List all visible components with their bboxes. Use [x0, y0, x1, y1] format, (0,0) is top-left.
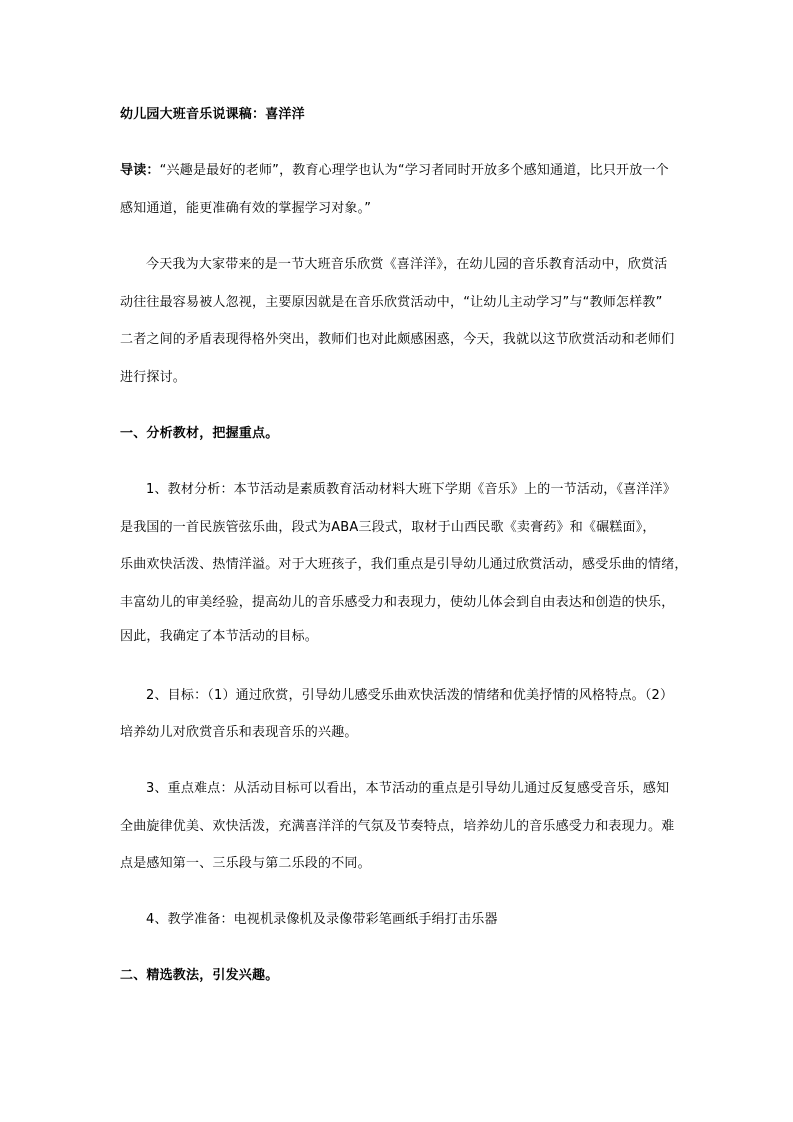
item1-line-1: 1、教材分析：本节活动是素质教育活动材料大班下学期《音乐》上的一节活动，《喜洋洋》: [146, 482, 676, 497]
opening-line-4: 进行探讨。: [120, 370, 187, 385]
item1-line-2: 是我国的一首民族管弦乐曲，段式为ABA三段式，取材于山西民歌《卖膏药》和《碾糕面》，: [120, 520, 656, 535]
item2-line-2: 培养幼儿对欣赏音乐和表现音乐的兴趣。: [120, 725, 358, 740]
item2-line-1: 2、目标：（1）通过欣赏，引导幼儿感受乐曲欢快活泼的情绪和优美抒情的风格特点。（2）: [146, 688, 674, 703]
item1-line-3: 乐曲欢快活泼、热情洋溢。对于大班孩子，我们重点是引导幼儿通过欣赏活动，感受乐曲的情绪，: [120, 557, 688, 572]
intro-text-1: “兴趣是最好的老师”，教育心理学也认为“学习者同时开放多个感知通道，比只开放一个: [159, 163, 669, 178]
section2-heading: 二、精选教法，引发兴趣。: [120, 968, 279, 983]
opening-line-2: 动往往最容易被人忽视，主要原因就是在音乐欣赏活动中，“让幼儿主动学习”与“教师怎样教”: [120, 295, 663, 310]
item3-line-3: 点是感知第一、三乐段与第二乐段的不同。: [120, 856, 371, 871]
item3-line-2: 全曲旋律优美、欢快活泼，充满喜洋洋的气氛及节奏特点，培养幼儿的音乐感受力和表现力。难: [120, 819, 675, 834]
opening-line-3: 二者之间的矛盾表现得格外突出，教师们也对此颇感困惑，今天，我就以这节欣赏活动和老师们: [120, 332, 675, 347]
item4-line-1: 4、教学准备：电视机录像机及录像带彩笔画纸手绢打击乐器: [146, 912, 498, 927]
item3-line-1: 3、重点难点：从活动目标可以看出，本节活动的重点是引导幼儿通过反复感受音乐，感知: [146, 781, 670, 796]
item1-line-4: 丰富幼儿的审美经验，提高幼儿的音乐感受力和表现力，使幼儿体会到自由表达和创造的快乐，: [120, 595, 675, 610]
opening-line-1: 今天我为大家带来的是一节大班音乐欣赏《喜洋洋》，在幼儿园的音乐教育活动中，欣赏活: [146, 257, 668, 272]
intro-line-2: 感知通道，能更准确有效的掌握学习对象。”: [120, 201, 372, 216]
intro-line-1: [120, 163, 669, 179]
document-title: 幼儿园大班音乐说课稿：喜洋洋: [120, 107, 305, 122]
item1-line-5: 因此，我确定了本节活动的目标。: [120, 629, 319, 644]
intro-label: 导读：: [120, 163, 160, 178]
section1-heading: 一、分析教材，把握重点。: [120, 426, 279, 441]
